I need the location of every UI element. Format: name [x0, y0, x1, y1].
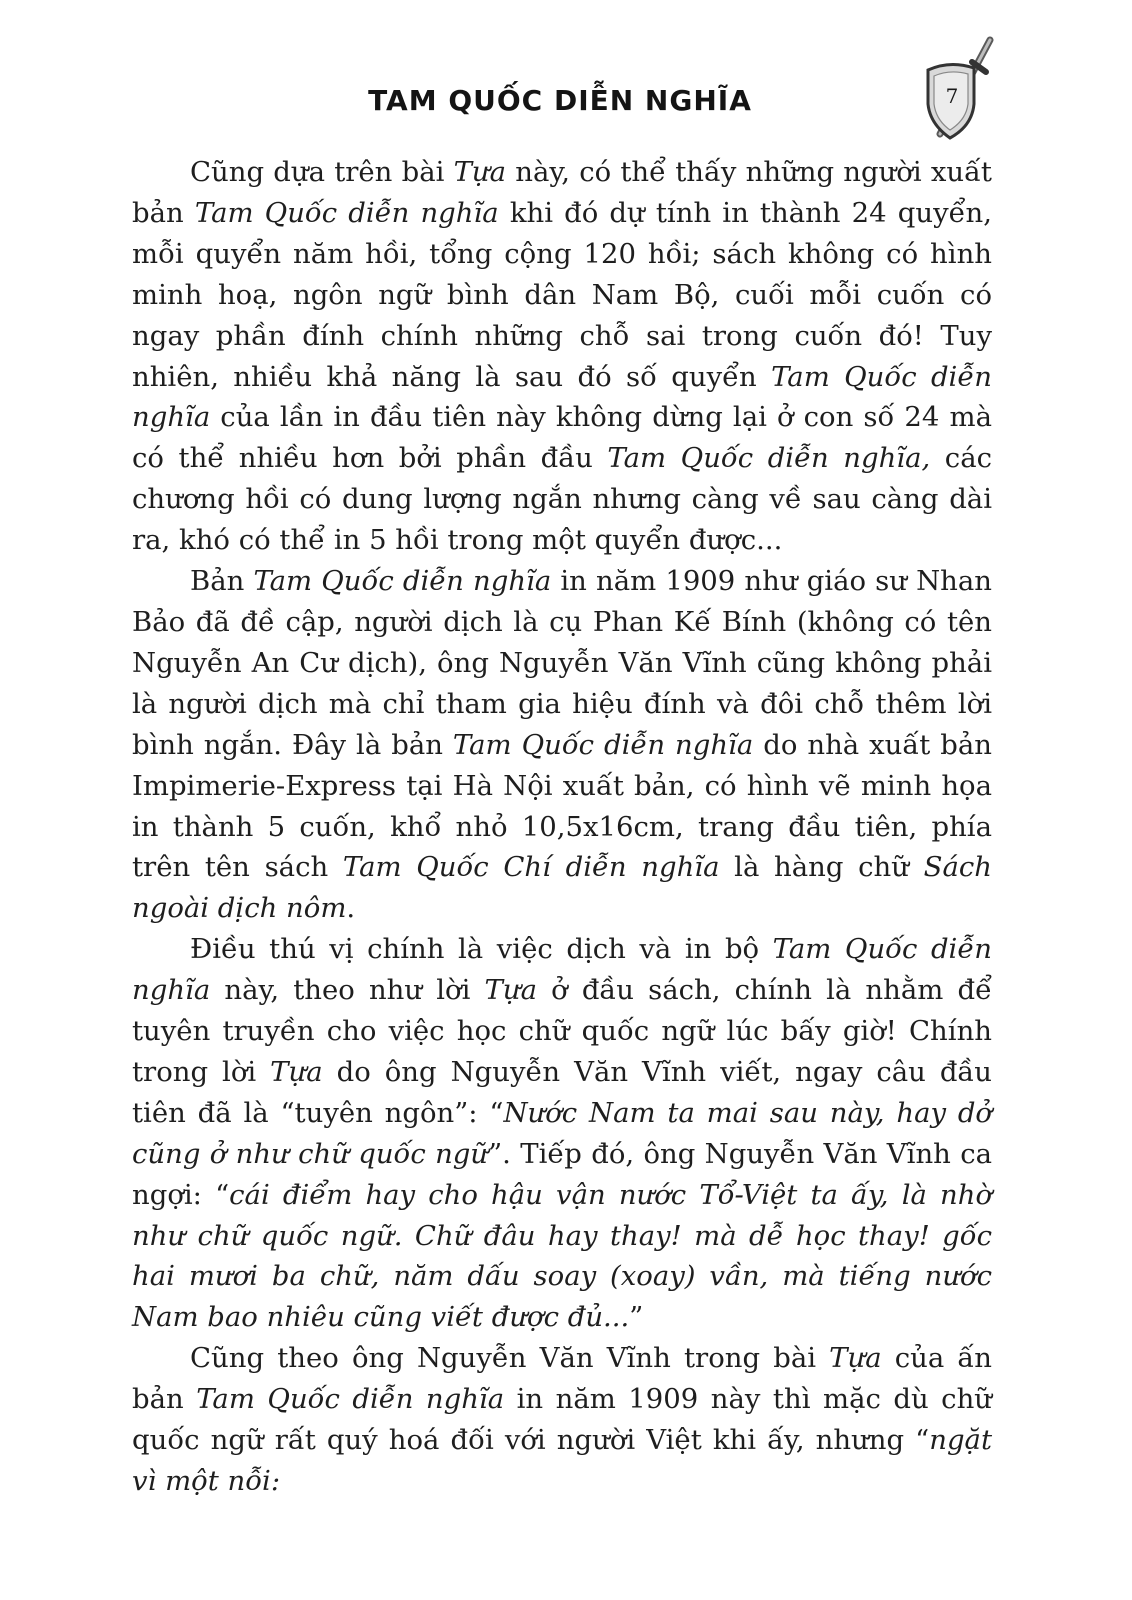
text-run: các chương hồi có dung lượng ngắn nhưng càng về sau càng dài ra, khó có thể in 5 hồi trong một quyển được... [132, 442, 993, 557]
italic-run: Tam Quốc diễn nghĩa [132, 933, 992, 1007]
italic-run: Tam Quốc diễn nghĩa, [607, 442, 931, 475]
text-run: của ấn bản [132, 1342, 992, 1416]
text-run: Cũng theo ông Nguyễn Văn Vĩnh trong bài [190, 1342, 830, 1375]
italic-run: Tam Quốc diễn nghĩa [194, 196, 499, 229]
text-run: này, theo như lời [210, 974, 485, 1007]
text-run: in năm 1909 như giáo sư Nhan Bảo đã đề cập, người dịch là cụ Phan Kế Bính (không có tên Nguyễn An Cư dịch), ông Nguyễn Văn Vĩnh cũng không phải là người dịch mà chỉ tham gia hiệu đính và đôi chỗ thêm lời bình ngắn. Đây là bản [132, 565, 992, 761]
running-header-title: TAM QUỐC DIỄN NGHĨA [368, 84, 752, 117]
text-run: do nhà xuất bản Impimerie-Express tại Hà Nội xuất bản, có hình vẽ minh họa in thành 5 cuốn, khổ nhỏ 10,5x16cm, trang đầu tiên, phía trên tên sách [132, 728, 992, 884]
text-run: . [346, 892, 356, 925]
body-text [132, 152, 992, 1502]
italic-run: Tựa [453, 156, 507, 188]
text-run: này, có thể thấy những người xuất bản [132, 156, 992, 229]
paragraph [132, 1338, 992, 1502]
text-run: ở đầu sách, chính là nhằm để tuyên truyền cho việc học chữ quốc ngữ lúc bấy giờ! Chính trong lời [132, 974, 992, 1088]
italic-run: Sách ngoài dịch nôm [132, 851, 992, 925]
paragraph [132, 929, 992, 1338]
page-number: 7 [945, 84, 959, 108]
italic-run: cái điểm hay cho hậu vận nước Tổ-Việt ta ấy, là nhờ như chữ quốc ngữ. Chữ đâu hay thay! mà dễ học thay! gốc hai mươi ba chữ, năm dấu soay (xoay) vần, mà tiếng nước Nam bao nhiêu cũng viết được đủ... [132, 1178, 993, 1334]
text-run: của lần in đầu tiên này không dừng lại ở con số 24 mà có thể nhiều hơn bởi phần đầu [132, 401, 992, 475]
italic-run: Tam Quốc diễn nghĩa [253, 565, 552, 598]
italic-run: Tam Quốc Chí diễn nghĩa [342, 851, 720, 884]
italic-run: Tựa [829, 1342, 882, 1375]
italic-run: Nước Nam ta mai sau này, hay dở cũng ở như chữ quốc ngữ [132, 1096, 992, 1170]
italic-run: Tam Quốc diễn nghĩa [452, 728, 754, 761]
text-run: in năm 1909 này thì mặc dù chữ quốc ngữ rất quý hoá đối với người Việt khi ấy, nhưng “ [132, 1383, 992, 1457]
text-run: ” [629, 1301, 644, 1334]
italic-run: ngặt vì một nỗi: [132, 1424, 992, 1497]
text-run: Điều thú vị chính là việc dịch và in bộ [190, 933, 773, 966]
italic-run: Tựa [270, 1055, 323, 1088]
text-run: ”. Tiếp đó, ông Nguyễn Văn Vĩnh ca ngợi: “ [132, 1137, 992, 1211]
text-run: khi đó dự tính in thành 24 quyển, mỗi quyển năm hồi, tổng cộng 120 hồi; sách không có hình minh hoạ, ngôn ngữ bình dân Nam Bộ, cuối mỗi cuốn có ngay phần đính chính những chỗ sai trong cuốn đó! Tuy nhiên, nhiều khả năng là sau đó số quyển [132, 196, 993, 393]
italic-run: Tựa [484, 974, 537, 1007]
paragraph [132, 152, 992, 561]
text-run: là hàng chữ [719, 851, 924, 884]
text-run: Cũng dựa trên bài [190, 156, 454, 188]
text-run: Bản [190, 565, 254, 598]
text-run: do ông Nguyễn Văn Vĩnh viết, ngay câu đầu tiên đã là “tuyên ngôn”: “ [132, 1055, 992, 1129]
italic-run: Tam Quốc diễn nghĩa [196, 1383, 505, 1416]
italic-run: Tam Quốc diễn nghĩa [132, 360, 992, 434]
paragraph [132, 561, 992, 929]
